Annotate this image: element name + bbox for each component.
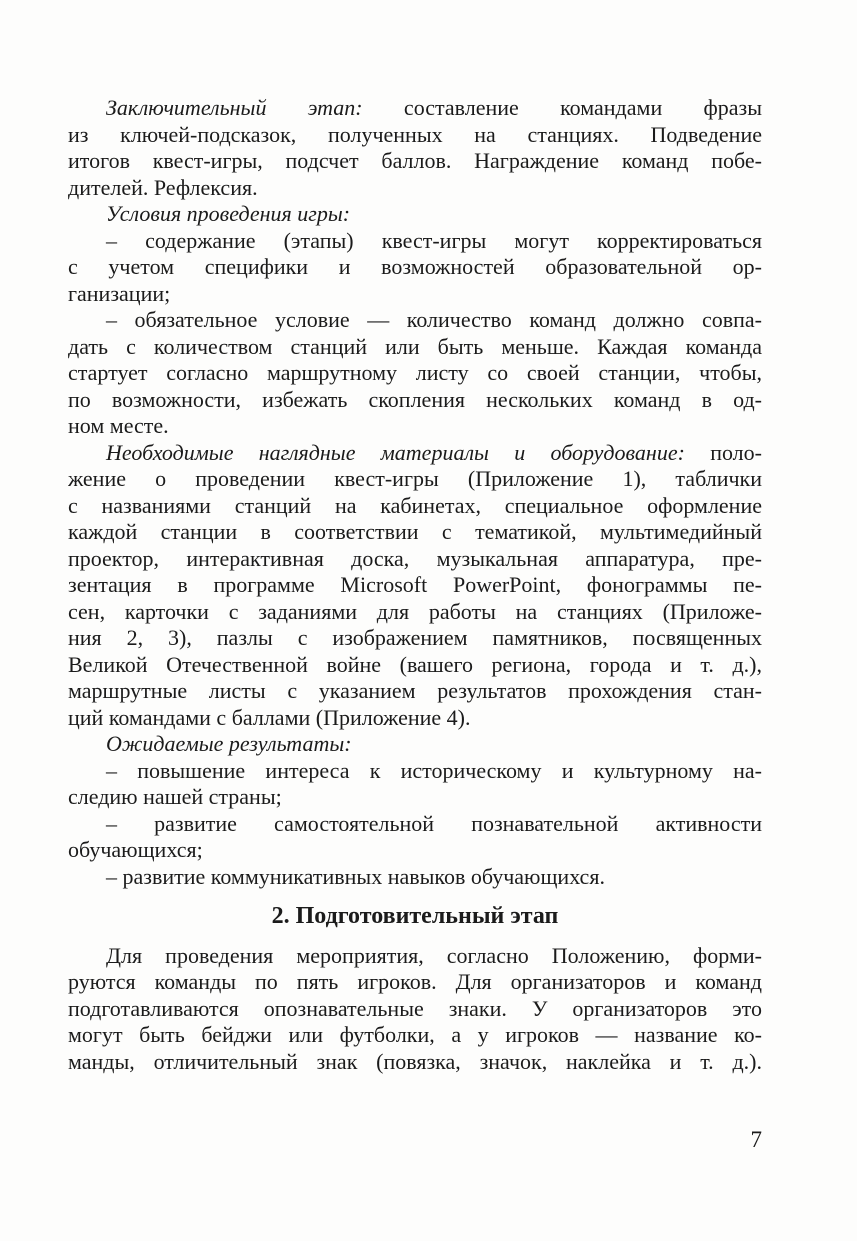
paragraph <box>68 864 762 891</box>
text-line <box>68 95 762 122</box>
paragraph <box>68 440 762 732</box>
text-line: зентация в программе Microsoft PowerPoint, фонограммы пе- <box>68 572 762 597</box>
page-number: 7 <box>750 1127 762 1152</box>
text-line: итогов квест-игры, подсчет баллов. Награждение команд побе- <box>68 148 762 173</box>
paragraph <box>68 811 762 864</box>
text-line: – развитие самостоятельной познавательной активности <box>106 810 762 836</box>
text-line: проектор, интерактивная доска, музыкальная аппаратура, пре- <box>68 545 762 571</box>
text-line: руются команды по пять игроков. Для организаторов и команд <box>68 969 762 994</box>
text-line: дителей. Рефлексия. <box>68 174 258 200</box>
paragraph <box>68 95 762 201</box>
paragraph <box>68 731 762 758</box>
lead-in-italic: Ожидаемые результаты: <box>106 731 352 756</box>
text-line: – содержание (этапы) квест-игры могут корректироваться <box>106 227 762 253</box>
text-line: Великой Отечественной войне (вашего региона, города и т. д.), <box>68 651 762 677</box>
text-line: ном месте. <box>68 413 169 438</box>
text-line: следию нашей страны; <box>68 784 282 809</box>
paragraph <box>68 228 762 308</box>
text-line: обучающихся; <box>68 837 203 862</box>
text-line: по возможности, избежать скопления нескольких команд в од- <box>68 386 762 412</box>
text-line: ния 2, 3), пазлы с изображением памятников, посвященных <box>68 625 762 650</box>
text-segment: поло- <box>684 439 762 465</box>
text-line: – повышение интереса к историческому и культурному на- <box>106 757 762 783</box>
text-line: манды, отличительный знак (повязка, значок, наклейка и т. д.). <box>68 1048 762 1074</box>
text-line: каждой станции в соответствии с тематикой, мультимедийный <box>68 519 762 544</box>
lead-in-italic: Условия проведения игры: <box>106 201 351 226</box>
text-line <box>68 440 762 467</box>
lead-in-italic: Заключительный этап: <box>106 95 363 120</box>
text-line: с учетом специфики и возможностей образовательной ор- <box>68 254 762 279</box>
text-line: ций командами с баллами (Приложение 4). <box>68 704 471 730</box>
text-line: маршрутные листы с указанием результатов прохождения стан- <box>68 678 762 703</box>
paragraph <box>68 758 762 811</box>
text-line: могут быть бейджи или футболки, а у игроков — название ко- <box>68 1022 762 1047</box>
text-line: жение о проведении квест-игры (Приложение 1), таблички <box>68 466 762 491</box>
text-line: Для проведения мероприятия, согласно Положению, форми- <box>106 942 762 968</box>
text-line: – обязательное условие — количество команд должно совпа- <box>106 307 762 332</box>
text-line: ганизации; <box>68 280 171 306</box>
text-line: сен, карточки с заданиями для работы на станциях (Приложе- <box>68 598 762 624</box>
text-line: стартует согласно маршрутному листу со своей станции, чтобы, <box>68 360 762 385</box>
text-line: дать с количеством станций или быть меньше. Каждая команда <box>68 333 762 359</box>
paragraph <box>68 307 762 440</box>
section-heading: 2. Подготовительный этап <box>271 903 559 929</box>
text-block <box>68 95 762 1075</box>
text-line: – развитие коммуникативных навыков обучающихся. <box>106 863 605 889</box>
text-segment: составление командами фразы <box>362 95 762 120</box>
text-line: из ключей-подсказок, полученных на станциях. Подведение <box>68 121 762 147</box>
text-line: с названиями станций на кабинетах, специальное оформление <box>68 492 762 518</box>
text-line: подготавливаются опознавательные знаки. У организаторов это <box>68 995 762 1021</box>
paragraph <box>68 201 762 228</box>
paragraph <box>68 943 762 1076</box>
lead-in-italic: Необходимые наглядные материалы и оборудование: <box>106 439 685 465</box>
